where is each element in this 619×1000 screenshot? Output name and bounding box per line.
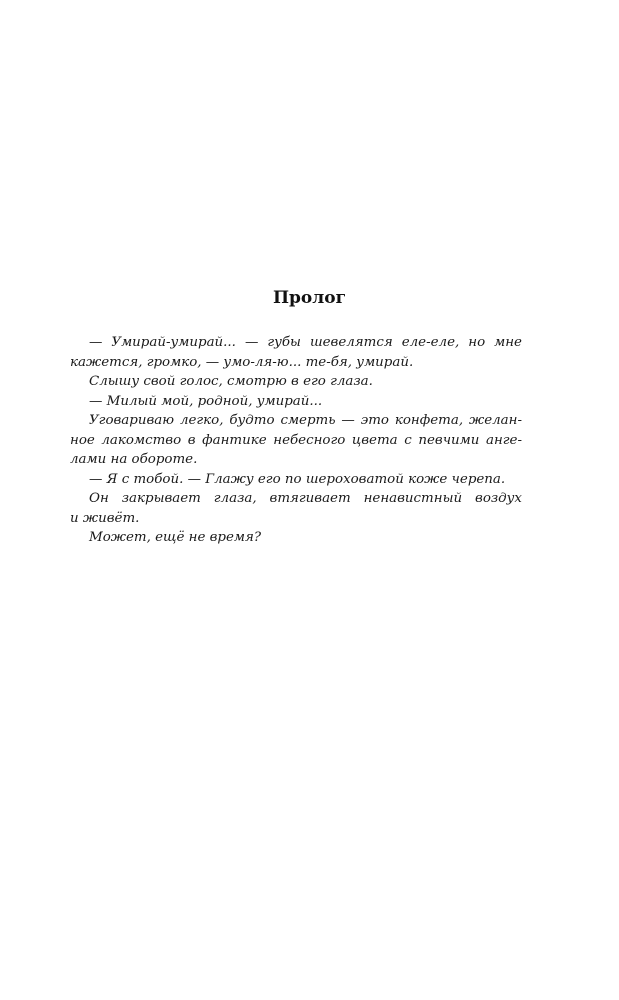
- text-line: Он закрывает глаза, втягивает ненавистный воздух: [89, 491, 522, 506]
- text-line: лами на обороте.: [70, 452, 198, 467]
- text-line: — Умирай-умирай... — губы шевелятся еле-еле, но мне: [89, 335, 522, 350]
- text-line: кажется, громко, — умо-ля-ю... те-бя, умирай.: [70, 354, 414, 370]
- prologue-text: [70, 333, 522, 548]
- text-line: Слышу свой голос, смотрю в его глаза.: [89, 374, 373, 389]
- text-line: — Я с тобой. — Глажу его по шероховатой коже черепа.: [89, 471, 506, 487]
- text-line: ное лакомство в фантике небесного цвета с певчими анге-: [70, 432, 522, 448]
- text-line: Может, ещё не время?: [89, 530, 262, 545]
- text-line: Уговариваю легко, будто смерть — это конфета, желан-: [89, 413, 522, 428]
- chapter-title: Пролог: [272, 288, 347, 308]
- text-line: — Милый мой, родной, умирай...: [89, 393, 323, 409]
- text-line: и живёт.: [70, 510, 140, 526]
